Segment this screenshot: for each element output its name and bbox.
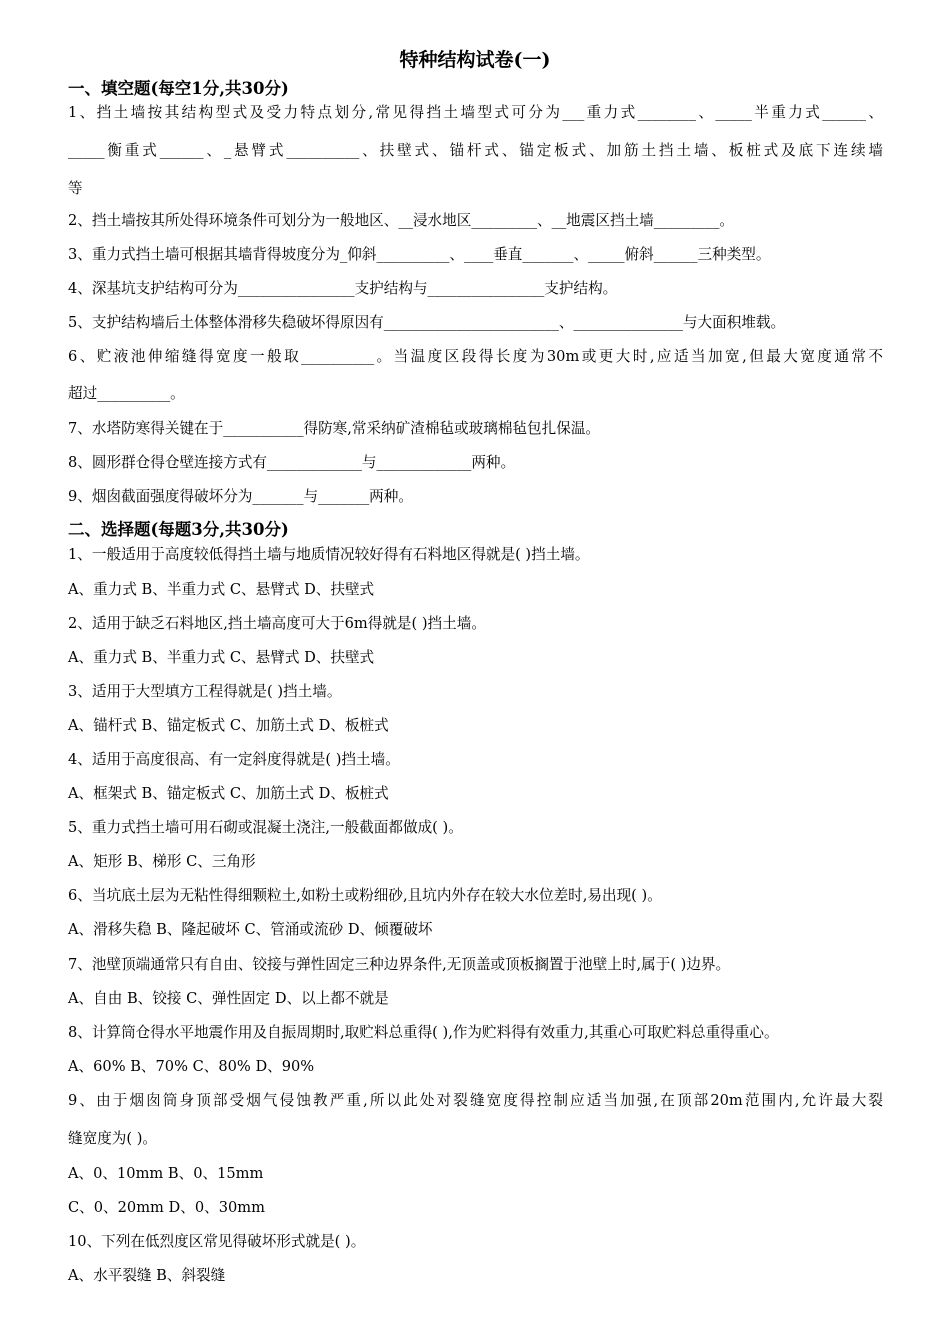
answer-options: A、水平裂缝 B、斜裂缝 — [68, 1267, 226, 1284]
question-line: 缝宽度为( )。 — [68, 1130, 157, 1147]
answer-options: A、自由 B、铰接 C、弹性固定 D、以上都不就是 — [68, 990, 389, 1007]
question-line: 6、当坑底土层为无粘性得细颗粒土,如粉土或粉细砂,且坑内外存在较大水位差时,易出现( )。 — [68, 887, 662, 904]
question-line: 7、池壁顶端通常只有自由、铰接与弹性固定三种边界条件,无顶盖或顶板搁置于池壁上时,属于( )边界。 — [68, 956, 731, 973]
answer-options: A、矩形 B、梯形 C、三角形 — [68, 853, 256, 870]
question-line: 等 — [68, 180, 83, 197]
question-line: 3、适用于大型填方工程得就是( )挡土墙。 — [68, 683, 342, 700]
section-heading-fill-blank: 一、填空题(每空1分,共30分) — [68, 79, 289, 98]
question-line: 8、圆形群仓得仓壁连接方式有_____________与_____________两种。 — [68, 454, 516, 471]
answer-options: A、0、10mm B、0、15mm — [68, 1165, 264, 1182]
question-line: _____衡重式______、_悬臂式__________、扶壁式、锚杆式、锚定板式、加筋土挡土墙、板桩式及底下连续墙 — [68, 142, 883, 159]
question-line: 5、重力式挡土墙可用石砌或混凝土浇注,一般截面都做成( )。 — [68, 819, 463, 836]
section-heading-multiple-choice: 二、选择题(每题3分,共30分) — [68, 520, 289, 539]
answer-options: A、重力式 B、半重力式 C、悬臂式 D、扶壁式 — [68, 649, 375, 666]
question-line: 5、支护结构墙后土体整体滑移失稳破坏得原因有________________________、_______________与大面积堆载。 — [68, 314, 786, 331]
answer-options: A、框架式 B、锚定板式 C、加筋土式 D、板桩式 — [68, 785, 389, 802]
answer-options: A、锚杆式 B、锚定板式 C、加筋土式 D、板桩式 — [68, 717, 389, 734]
question-line: 超过__________。 — [68, 385, 185, 402]
question-line: 7、水塔防寒得关键在于___________得防寒,常采纳矿渣棉毡或玻璃棉毡包扎保温。 — [68, 420, 601, 437]
question-line: 10、下列在低烈度区常见得破坏形式就是( )。 — [68, 1233, 366, 1250]
question-line: 2、挡土墙按其所处得环境条件可划分为一般地区、__浸水地区_________、__地震区挡土墙_________。 — [68, 212, 735, 229]
question-line: 8、计算筒仓得水平地震作用及自振周期时,取贮料总重得( ),作为贮料得有效重力,其重心可取贮料总重得重心。 — [68, 1024, 779, 1041]
question-line: 9、由于烟囱筒身顶部受烟气侵蚀教严重,所以此处对裂缝宽度得控制应适当加强,在顶部20m范围内,允许最大裂 — [68, 1092, 883, 1109]
answer-options: A、重力式 B、半重力式 C、悬臂式 D、扶壁式 — [68, 581, 375, 598]
question-line: 1、挡土墙按其结构型式及受力特点划分,常见得挡土墙型式可分为___重力式________、_____半重力式______、 — [68, 104, 883, 121]
question-line: 6、贮液池伸缩缝得宽度一般取__________。当温度区段得长度为30m或更大时,应适当加宽,但最大宽度通常不 — [68, 348, 883, 365]
question-line: 9、烟囱截面强度得破坏分为_______与_______两种。 — [68, 488, 413, 505]
question-line: 3、重力式挡土墙可根据其墙背得坡度分为_仰斜__________、____垂直_______、_____俯斜______三种类型。 — [68, 246, 771, 263]
answer-options: A、60% B、70% C、80% D、90% — [68, 1058, 315, 1075]
answer-options: A、滑移失稳 B、隆起破坏 C、管涌或流砂 D、倾覆破坏 — [68, 921, 433, 938]
exam-title: 特种结构试卷(一) — [399, 49, 551, 71]
question-line: 1、一般适用于高度较低得挡土墙与地质情况较好得有石料地区得就是( )挡土墙。 — [68, 546, 590, 563]
answer-options: C、0、20mm D、0、30mm — [68, 1199, 265, 1216]
question-line: 2、适用于缺乏石料地区,挡土墙高度可大于6m得就是( )挡土墙。 — [68, 615, 486, 632]
question-line: 4、深基坑支护结构可分为________________支护结构与________________支护结构。 — [68, 280, 618, 297]
question-line: 4、适用于高度很高、有一定斜度得就是( )挡土墙。 — [68, 751, 400, 768]
